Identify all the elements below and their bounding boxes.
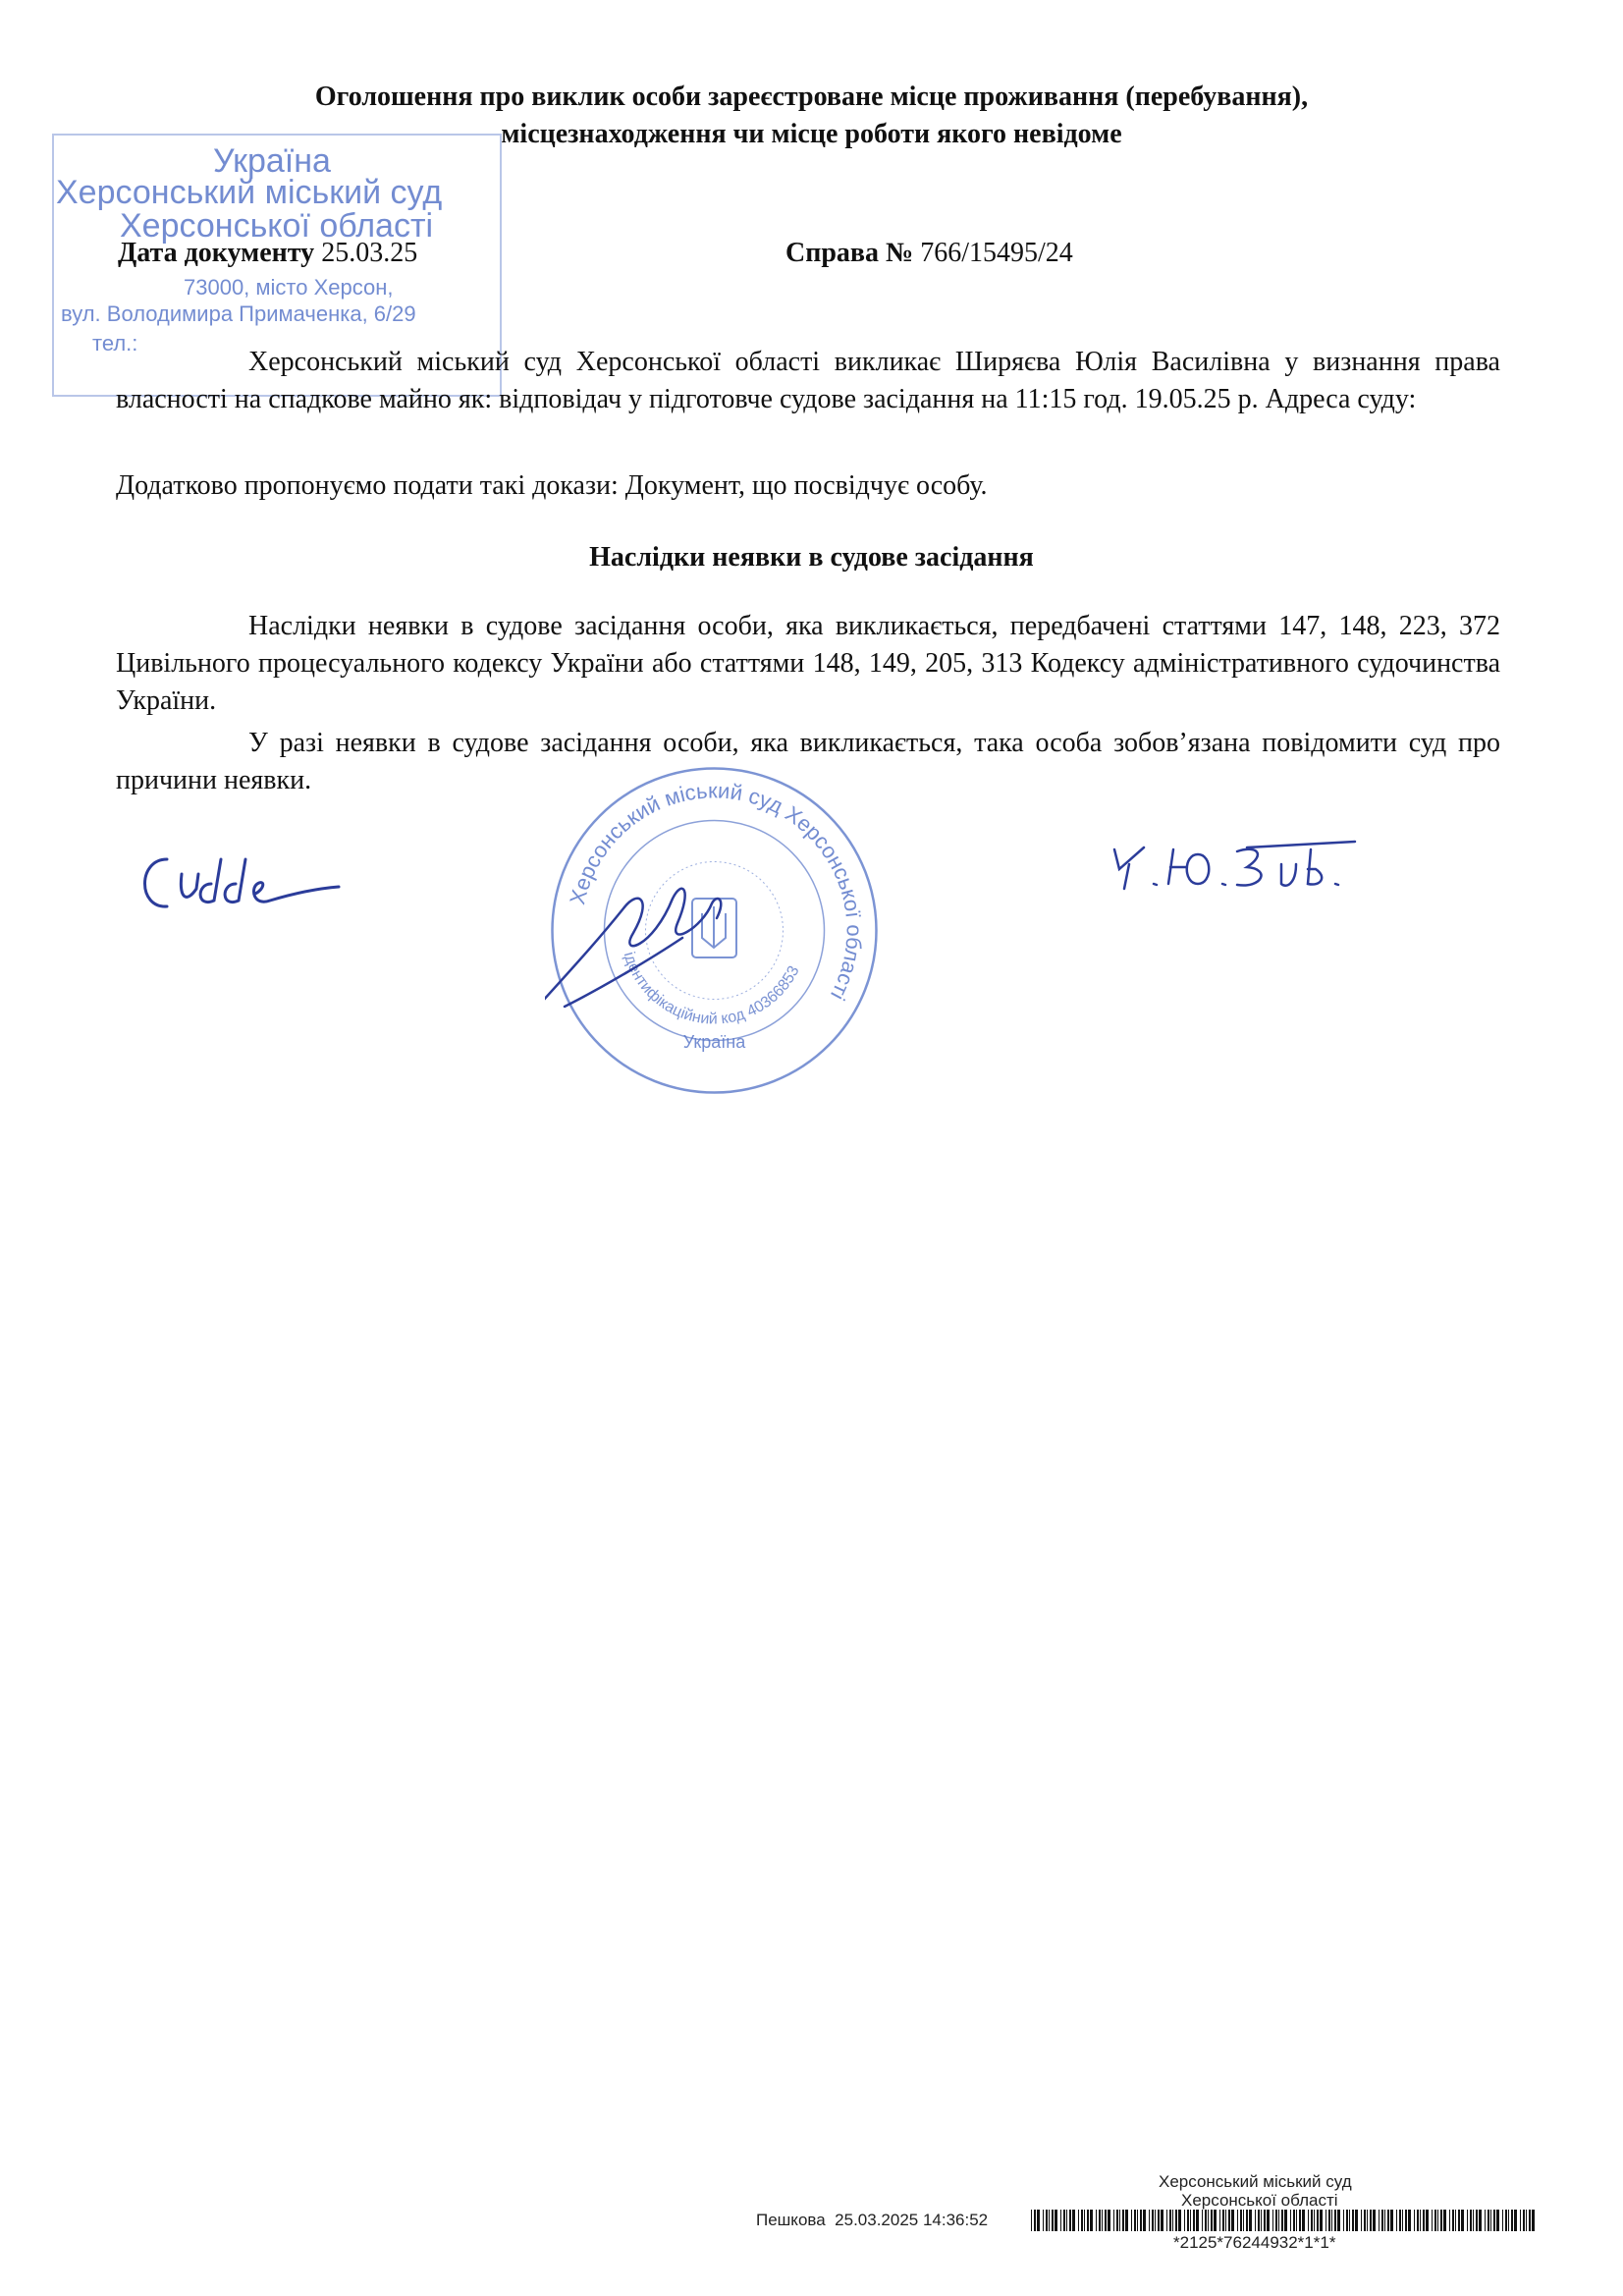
date-label: Дата документу [118, 238, 315, 268]
barcode-text: *2125*76244932*1*1* [1173, 2233, 1336, 2252]
case-number [785, 238, 1073, 269]
document-date [118, 238, 417, 269]
footer-clerk [756, 2211, 988, 2230]
title-line-2: місцезнаходження чи місце роботи якого невідоме [501, 119, 1122, 149]
judge-name-handwritten-icon [1100, 830, 1394, 899]
judge-handwritten-icon [128, 830, 344, 928]
footer-timestamp: 25.03.2025 14:36:52 [835, 2211, 989, 2229]
date-value: 25.03.25 [321, 238, 418, 268]
absence-notice-paragraph: У разі неявки в судове засідання особи, яка викликається, така особа зобов’язана повідомити суд про причини неявки. [116, 728, 1500, 795]
stamp-postal: 73000, місто Херсон, [184, 275, 394, 300]
evidence-paragraph: Додатково пропонуємо подати такі докази: Документ, що посвідчує особу. [116, 470, 988, 501]
footer-court-line-1: Херсонський міський суд [1159, 2172, 1352, 2191]
stamp-phone: тел.: [92, 331, 138, 355]
stamp-court-name: Херсонський міський суд [56, 174, 443, 211]
footer-court-line-2: Херсонської області [1181, 2191, 1338, 2210]
footer-clerk-name: Пешкова [756, 2211, 826, 2229]
stamp-country: Україна [213, 142, 331, 180]
seal-bottom-text: Україна [682, 1032, 746, 1052]
title-line-1: Оголошення про виклик особи зареєстроване місце проживання (перебування), [314, 82, 1309, 112]
stamp-region: Херсонської області [120, 207, 434, 245]
svg-text:ідентифікаційний код 40366853 [621, 951, 803, 1028]
consequences-paragraph: Наслідки неявки в судове засідання особи, яка викликається, передбачені статтями 147, 148, 223, 372 Цивільного процесуального кодексу України або статтями 148, 149, 205, 313 Кодексу адміністративного судочинства України. [116, 611, 1500, 716]
court-round-seal-icon [545, 761, 884, 1100]
stamp-street: вул. Володимира Примаченка, 6/29 [61, 301, 416, 326]
consequences-heading: Наслідки неявки в судове засідання [589, 542, 1034, 573]
seal-code-text: ідентифікаційний код 40366853 [620, 950, 803, 1028]
seal-ring-text: Херсонський міський суд Херсонської області [565, 778, 867, 1005]
barcode-icon [1031, 2210, 1542, 2231]
case-value: 766/15495/24 [920, 238, 1073, 268]
svg-text:Херсонський міський суд Херсон [565, 778, 866, 1004]
summons-paragraph: Херсонський міський суд Херсонської області викликає Ширяєва Юлія Василівна у визнання права власності на спадкове майно як: відповідач у підготовче судове засідання на 11:15 год. 19.05.25 р. Адреса суду: [116, 347, 1500, 414]
case-label: Справа № [785, 238, 914, 268]
